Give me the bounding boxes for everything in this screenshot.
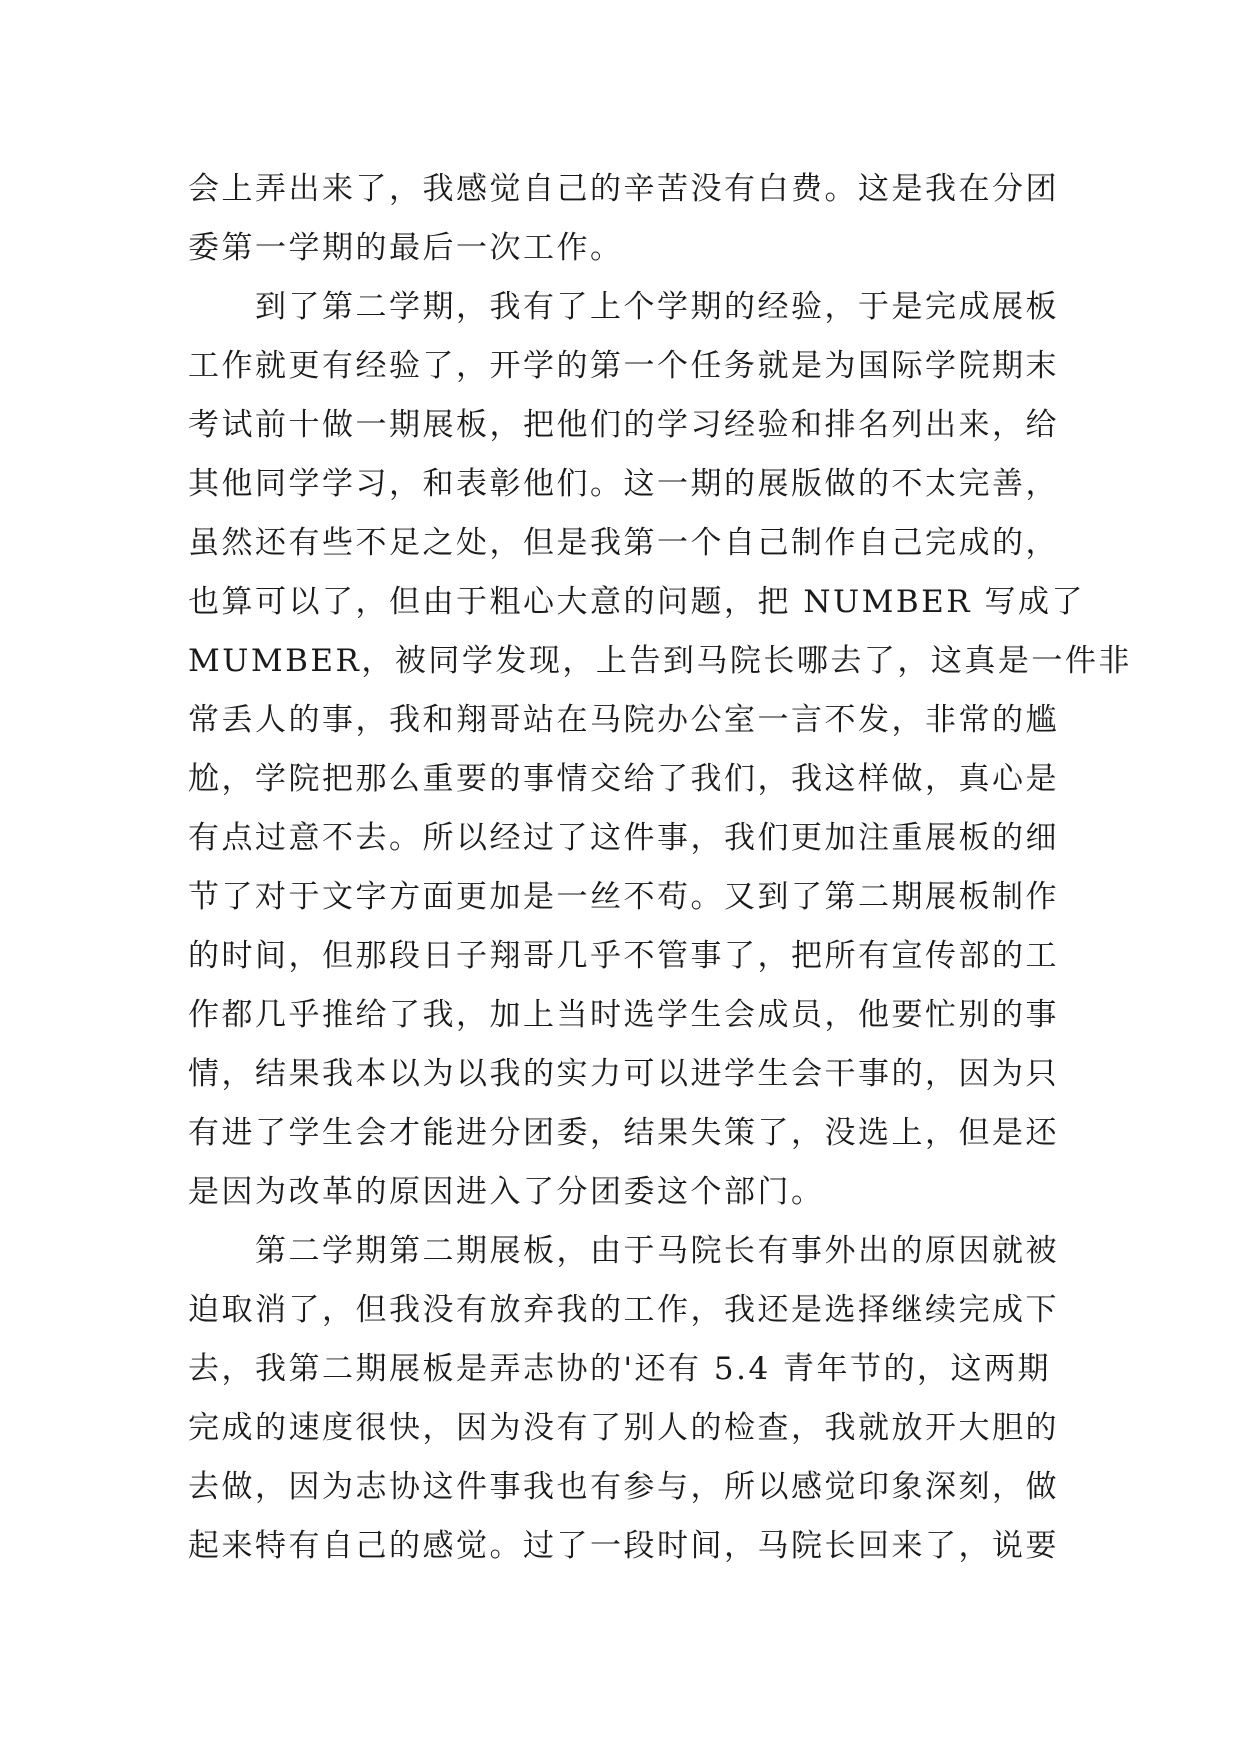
text-line: 尬，学院把那么重要的事情交给了我们，我这样做，真心是 — [188, 761, 1059, 797]
text-line: 到了第二学期，我有了上个学期的经验，于是完成展板 — [188, 289, 1059, 325]
text-line: 情，结果我本以为以我的实力可以进学生会干事的，因为只 — [188, 1056, 1059, 1092]
text-line: 有进了学生会才能进分团委，结果失策了，没选上，但是还 — [188, 1115, 1059, 1151]
text-line: 迫取消了，但我没有放弃我的工作，我还是选择继续完成下 — [188, 1292, 1059, 1328]
text-line: 的时间，但那段日子翔哥几乎不管事了，把所有宣传部的工 — [188, 938, 1059, 974]
text-line: 是因为改革的原因进入了分团委这个部门。 — [188, 1174, 825, 1210]
text-line: 去，我第二期展板是弄志协的'还有 5.4 青年节的，这两期 — [188, 1351, 1052, 1387]
text-line: 去做，因为志协这件事我也有参与，所以感觉印象深刻，做 — [188, 1469, 1059, 1505]
text-line: 起来特有自己的感觉。过了一段时间，马院长回来了，说要 — [188, 1528, 1059, 1564]
body-text — [188, 160, 1132, 1576]
text-line: 工作就更有经验了，开学的第一个任务就是为国际学院期末 — [188, 348, 1059, 384]
text-line: 委第一学期的最后一次工作。 — [188, 230, 624, 266]
text-line: 考试前十做一期展板，把他们的学习经验和排名列出来，给 — [188, 407, 1059, 443]
text-line: 作都几乎推给了我，加上当时选学生会成员，他要忙别的事 — [188, 997, 1059, 1033]
text-line: 节了对于文字方面更加是一丝不苟。又到了第二期展板制作 — [188, 879, 1059, 915]
text-line: MUMBER，被同学发现，上告到马院长哪去了，这真是一件非 — [188, 643, 1132, 679]
text-line: 会上弄出来了，我感觉自己的辛苦没有白费。这是我在分团 — [188, 171, 1059, 207]
text-line: 虽然还有些不足之处，但是我第一个自己制作自己完成的， — [188, 525, 1059, 561]
text-line: 也算可以了，但由于粗心大意的问题，把 NUMBER 写成了 — [188, 584, 1085, 620]
text-line: 其他同学学习，和表彰他们。这一期的展版做的不太完善， — [188, 466, 1059, 502]
text-line: 有点过意不去。所以经过了这件事，我们更加注重展板的细 — [188, 820, 1059, 856]
text-line: 完成的速度很快，因为没有了别人的检查，我就放开大胆的 — [188, 1410, 1059, 1446]
text-line: 第二学期第二期展板，由于马院长有事外出的原因就被 — [188, 1233, 1059, 1269]
text-line: 常丢人的事，我和翔哥站在马院办公室一言不发，非常的尴 — [188, 702, 1059, 738]
